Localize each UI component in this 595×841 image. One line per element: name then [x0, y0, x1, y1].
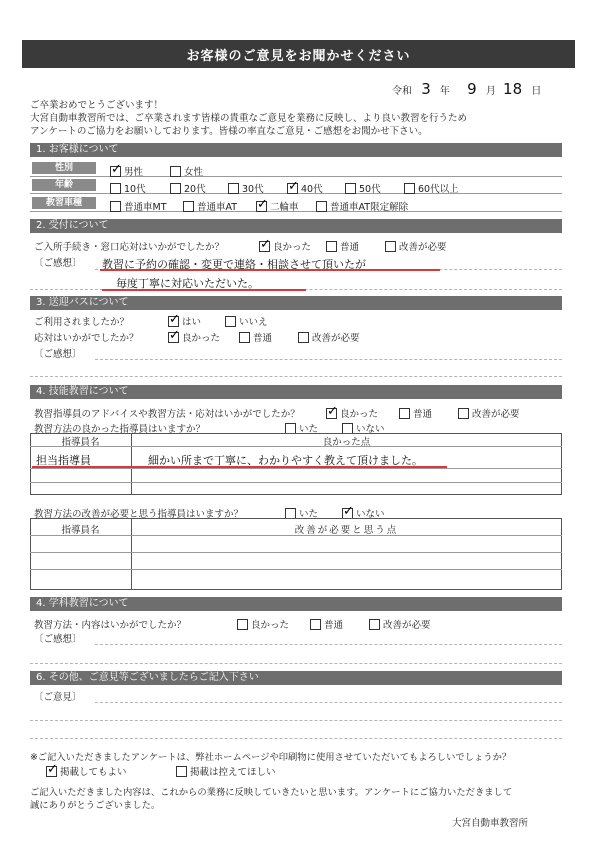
date-day[interactable]: 18 [503, 80, 523, 98]
instructor-good-option[interactable]: ✓ 良かった [327, 404, 379, 420]
improve-instructor-yes-option[interactable]: いた [285, 506, 318, 520]
reception-impression-label: 〔ご感想〕 [34, 258, 82, 269]
reception-good-option[interactable]: ✓ 良かった [260, 237, 312, 253]
age-60s-option[interactable]: 60代以上 [404, 181, 459, 195]
course-motorcycle-option[interactable]: ✓ 二輪車 [257, 197, 299, 213]
checkbox-female[interactable] [170, 166, 181, 177]
date-day-unit: 日 [531, 86, 542, 97]
intro-text [30, 99, 467, 138]
date-month-unit: 月 [485, 86, 496, 97]
bus-service-question: 応対はいかがでしたか？ [34, 333, 139, 344]
page-title: お客様のご意見をお聞かせください [22, 40, 575, 68]
section-2-header: 2. 受付について [30, 219, 562, 233]
bus-normal-option[interactable]: 普通 [239, 330, 272, 344]
good-instructor-no-option[interactable]: いない [342, 421, 385, 435]
reception-comment-line1[interactable]: 教習に予約の確認・変更で連絡・相談させて頂いたが [102, 258, 366, 271]
bus-use-question: ご利用されましたか？ [34, 317, 130, 328]
age-40s-option[interactable]: ✓ 40代 [288, 179, 323, 195]
table2-header-name: 指導員名 [61, 525, 100, 536]
section-6-header: 6. その他、ご意見等ございましたらご記入下さい [30, 671, 562, 685]
good-instructor-question: 教習方法の良かった指導員はいますか？ [34, 424, 206, 435]
lecture-impression-label: 〔ご感想〕 [34, 634, 82, 645]
intro-line: アンケートのご協力をお願いしております。皆様の率直なご意見・ご感想をお聞かせ下さい。 [30, 126, 428, 137]
improve-instructor-question: 教習方法の改善が必要と思う指導員はいますか？ [34, 509, 244, 520]
lecture-good-option[interactable]: 良かった [237, 617, 289, 631]
course-label: 教習車種 [32, 197, 96, 209]
date-month[interactable]: 9 [467, 80, 477, 98]
bus-impression-label: 〔ご感想〕 [34, 349, 82, 360]
course-mt-option[interactable]: 普通車MT [110, 199, 167, 213]
lecture-improve-option[interactable]: 改善が必要 [369, 617, 431, 631]
table1-header-name: 指導員名 [61, 437, 100, 448]
intro-line: ご卒業おめでとうございます！ [30, 100, 164, 111]
improve-instructor-no-option[interactable]: ✓ いない [343, 504, 385, 520]
checkbox-male[interactable]: ✓ [111, 162, 122, 177]
bus-good-option[interactable]: ✓ 良かった [169, 328, 221, 344]
closing-line: ご記入いただきました内容は、これからの業務に反映していきたいと思います。アンケートにご協力いただきまして [30, 787, 513, 798]
red-underline [102, 289, 306, 291]
school-signature: 大宮自動車教習所 [452, 818, 529, 829]
course-at-unlock-option[interactable]: 普通車AT限定解除 [316, 199, 408, 213]
section-1-header: 1. お客様について [30, 143, 562, 157]
consent-deny-option[interactable]: 掲載は控えてほしい [176, 764, 276, 778]
good-instructor-yes-option[interactable]: いた [285, 421, 318, 435]
closing-text [30, 786, 512, 812]
closing-line: 誠にありがとうございました。 [30, 800, 161, 811]
table1-good-point[interactable]: 細かい所まで丁寧に、わかりやすく教えて頂けました。 [148, 454, 423, 467]
consent-question: ※ご記入いただきましたアンケートは、弊社ホームページや印刷物に使用させていただいてもよろしいでしょうか？ [30, 752, 512, 763]
age-20s-option[interactable]: 20代 [170, 181, 206, 195]
table1-header-good-points: 良かった点 [322, 437, 371, 448]
lecture-normal-option[interactable]: 普通 [310, 617, 343, 631]
section-5-header: 4. 学科教習について [30, 597, 562, 611]
red-underline [32, 466, 447, 468]
date-era: 令和 [392, 86, 412, 97]
reception-normal-option[interactable]: 普通 [326, 239, 359, 253]
age-10s-option[interactable]: 10代 [110, 181, 146, 195]
instructor-improve-option[interactable]: 改善が必要 [458, 406, 520, 420]
age-30s-option[interactable]: 30代 [228, 181, 264, 195]
reception-comment-line2[interactable]: 毎度丁寧に対応いただいた。 [116, 277, 259, 290]
gender-label: 性別 [32, 162, 96, 174]
section-3-header: 3. 送迎バスについて [30, 296, 562, 310]
age-label: 年齢 [32, 179, 96, 191]
bus-improve-option[interactable]: 改善が必要 [298, 330, 360, 344]
reception-question: ご入所手続き・窓口応対はいかがでしたか？ [34, 242, 225, 253]
reception-improve-option[interactable]: 改善が必要 [385, 239, 447, 253]
table2-header-improve-points: 改善が必要と思う点 [294, 525, 399, 536]
bus-use-no-option[interactable]: いいえ [225, 314, 268, 328]
course-at-option[interactable]: 普通車AT [183, 199, 237, 213]
instructor-normal-option[interactable]: 普通 [399, 406, 432, 420]
age-50s-option[interactable]: 50代 [345, 181, 381, 195]
bus-use-yes-option[interactable]: ✓ はい [169, 312, 202, 328]
lecture-question: 教習方法・内容はいかがでしたか？ [34, 620, 187, 631]
date-line [392, 80, 541, 98]
red-underline [100, 269, 440, 271]
instructor-advice-question: 教習指導員のアドバイスや教習方法・応対はいかがでしたか？ [34, 409, 300, 420]
table1-instructor-name[interactable]: 担当指導員 [36, 454, 91, 467]
gender-male-option[interactable]: ✓ 男性 [111, 162, 144, 178]
date-year-unit: 年 [439, 86, 450, 97]
date-year[interactable]: 3 [421, 80, 431, 98]
section-4-header: 4. 技能教習について [30, 385, 562, 399]
opinion-label: 〔ご意見〕 [34, 692, 82, 703]
intro-line: 大宮自動車教習所では、ご卒業されます皆様の貴重なご意見を業務に反映し、より良い教習を行うため [30, 113, 468, 124]
gender-female-option[interactable]: 女性 [170, 164, 203, 178]
consent-allow-option[interactable]: ✓ 掲載してもよい [47, 762, 127, 778]
